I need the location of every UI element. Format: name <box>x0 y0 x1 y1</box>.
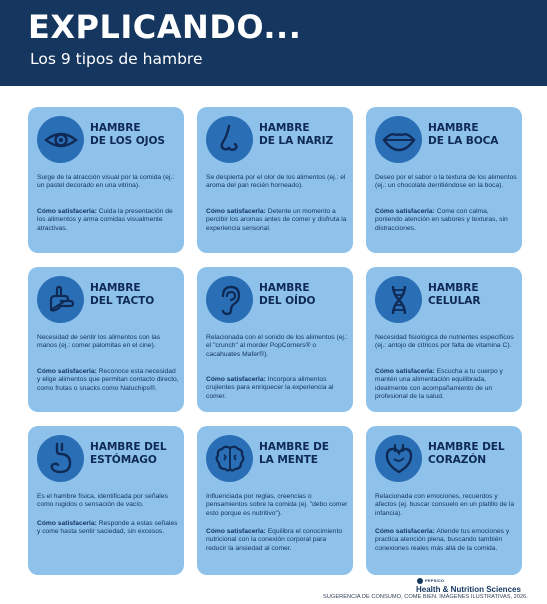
card-title: HAMBRE DEL TACTO <box>90 282 155 307</box>
card-title: HAMBRE DE LA NARIZ <box>259 122 334 147</box>
stomach-icon <box>37 435 84 482</box>
card-description: Relacionada con emociones, recuerdos y afectos (ej. buscar consuelo en un platillo de la infancia). <box>375 493 515 517</box>
hunger-types-grid <box>28 107 522 575</box>
dna-icon <box>375 276 422 323</box>
card-how-to-satisfy: Cómo satisfacerla: Detente un momento a percibir los aromas antes de comer y disfruta la experiencia sensorial. <box>206 208 347 232</box>
brand-name: Health & Nutrition Sciences <box>416 585 521 594</box>
page-title: EXPLICANDO... <box>28 8 302 46</box>
footer-disclaimer: SUGERENCIA DE CONSUMO, COME BIEN. IMÁGENES ILUSTRATIVAS, 2026. <box>323 594 528 600</box>
card-hunger-cellular <box>366 267 522 412</box>
brain-icon <box>206 435 253 482</box>
card-hunger-ear <box>197 267 353 412</box>
page-subtitle: Los 9 tipos de hambre <box>30 50 203 68</box>
pepsico-logo: PEPSICO <box>417 578 444 585</box>
heart-icon <box>375 435 422 482</box>
card-how-to-satisfy: Cómo satisfacerla: Atiende tus emociones y practica atención plena, buscando también conexiones reales más allá de la comida. <box>375 528 510 552</box>
eye-icon <box>37 116 84 163</box>
mouth-icon <box>375 116 422 163</box>
card-title: HAMBRE DE LOS OJOS <box>90 122 165 147</box>
pepsico-globe-icon <box>417 578 423 584</box>
header-banner <box>0 0 547 86</box>
ear-icon <box>206 276 253 323</box>
card-how-to-satisfy: Cómo satisfacerla: Equilibra el conocimiento nutricional con la conexión corporal para reducir la ansiedad al comer. <box>206 528 343 552</box>
card-hunger-eyes <box>28 107 184 253</box>
card-title: HAMBRE DEL OÍDO <box>259 282 316 307</box>
card-hunger-mouth <box>366 107 522 253</box>
card-description: Se despierta por el olor de los alimentos (ej.: el aroma del pan recién horneado). <box>206 174 346 190</box>
card-description: Relacionada con el sonido de los alimentos (ej.: el "crunch" al morder PopCorners® o cacahuates Mafer®). <box>206 334 348 358</box>
card-how-to-satisfy: Cómo satisfacerla: Come con calma, poniendo atención en sabores y texturas, sin distracciones. <box>375 208 508 232</box>
card-description: Necesidad de sentir los alimentos con las manos (ej.: comer palomitas en el cine). <box>37 334 161 350</box>
card-how-to-satisfy: Cómo satisfacerla: Escucha a tu cuerpo y mantén una alimentación equilibrada, idealmente con acompañamiento de un profesional de la salud. <box>375 368 503 400</box>
card-description: Surge de la atracción visual por la comida (ej.: un pastel decorado en una vitrina). <box>37 174 175 190</box>
card-description: Influenciada por reglas, creencias o pensamientos sobre la comida (ej. "debo comer esto porque es nutritivo"). <box>206 493 348 517</box>
card-title: HAMBRE DEL ESTÓMAGO <box>90 441 167 466</box>
card-how-to-satisfy: Cómo satisfacerla: Responde a estas señales y come hasta sentir saciedad, sin excesos. <box>37 520 178 536</box>
card-description: Necesidad fisiológica de nutrientes específicos (ej.: antojo de cítricos por falta de vitamina C). <box>375 334 514 350</box>
card-hunger-mind <box>197 426 353 575</box>
card-title: HAMBRE DE LA MENTE <box>259 441 329 466</box>
card-how-to-satisfy: Cómo satisfacerla: Cuida la presentación de los alimentos y arma comidas visualmente atractivas. <box>37 208 173 232</box>
card-hunger-nose <box>197 107 353 253</box>
card-how-to-satisfy: Cómo satisfacerla: Reconoce esta necesidad y elige alimentos que permitan contacto directo, como frutas o snacks como Natuchips®. <box>37 368 179 392</box>
nose-icon <box>206 116 253 163</box>
card-title: HAMBRE CELULAR <box>428 282 481 307</box>
card-description: Es el hambre física, identificada por señales como rugidos o sensación de vacío. <box>37 493 168 509</box>
card-description: Deseo por el sabor o la textura de los alimentos (ej.: un chocolate derritiéndose en la boca). <box>375 174 517 190</box>
card-hunger-heart <box>366 426 522 575</box>
card-title: HAMBRE DEL CORAZÓN <box>428 441 505 466</box>
hand-icon <box>37 276 84 323</box>
card-how-to-satisfy: Cómo satisfacerla: Incorpora alimentos crujientes para enriquecer la experiencia al comer. <box>206 376 334 400</box>
card-title: HAMBRE DE LA BOCA <box>428 122 499 147</box>
card-hunger-stomach <box>28 426 184 575</box>
card-hunger-touch <box>28 267 184 412</box>
